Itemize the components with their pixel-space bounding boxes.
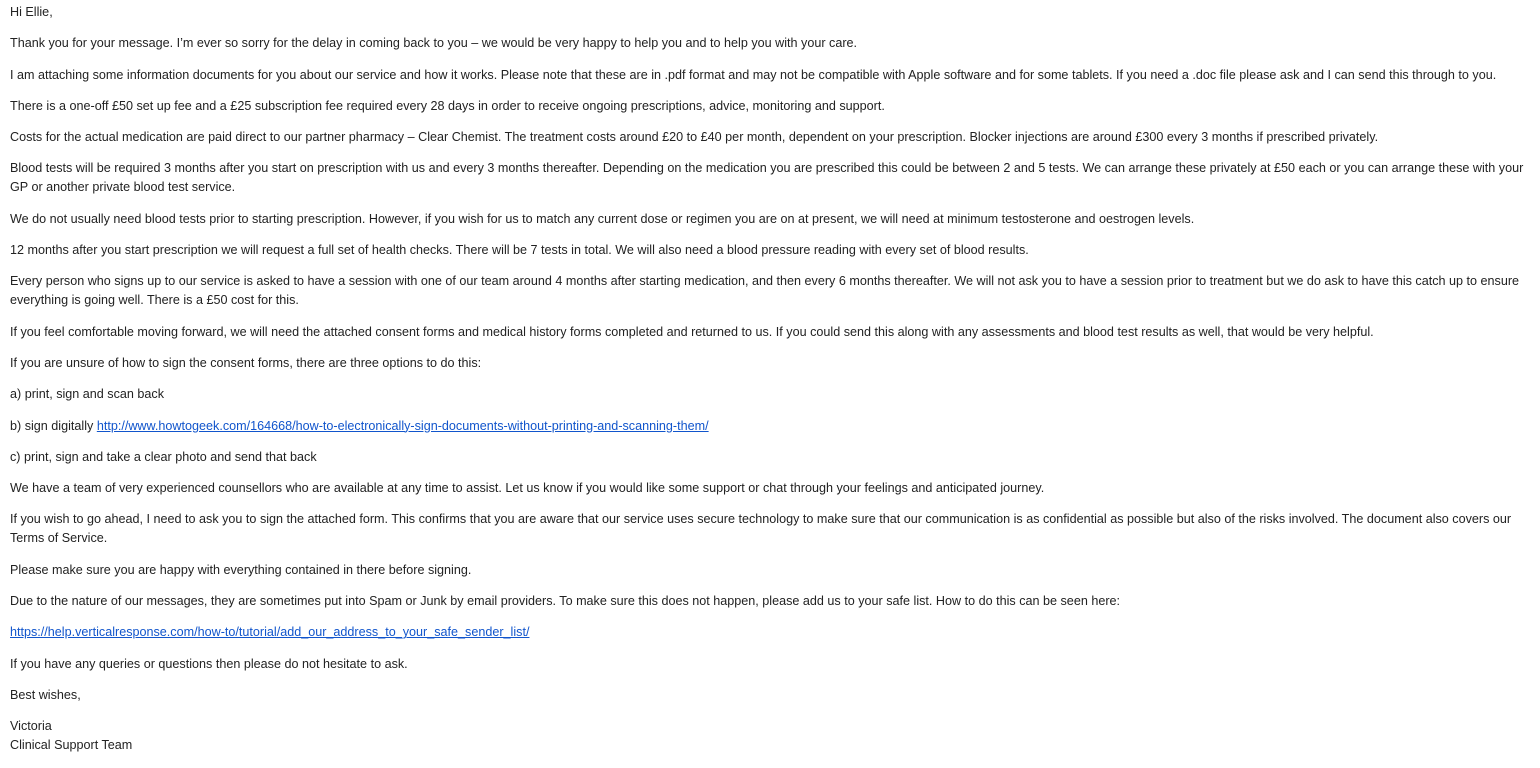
option-b <box>10 417 1534 436</box>
paragraph-happy: Please make sure you are happy with everything contained in there before signing. <box>10 562 472 577</box>
paragraph-blood-tests: Blood tests will be required 3 months after you start on prescription with us and every 3 months thereafter. Depending on the medication you are prescribed this could be between 2 and 5 tests. We can arrange these privately at £50 each or you can arrange these with your GP or another private blood test service. <box>10 161 1524 195</box>
paragraph-consent-forms: If you feel comfortable moving forward, we will need the attached consent forms and medical history forms completed and returned to us. If you could send this along with any assessments and blood test results as well, that would be very helpful. <box>10 324 1374 339</box>
paragraph-sessions: Every person who signs up to our service is asked to have a session with one of our team around 4 months after starting medication, and then every 6 months thereafter. We will not ask you to have a session prior to treatment but we do ask to have this catch up to ensure everything is going well. There is a £50 cost for this. <box>10 274 1520 308</box>
paragraph-counsellors: We have a team of very experienced counsellors who are available at any time to assist. Let us know if you would like some support or chat through your feelings and anticipated journey. <box>10 481 1045 496</box>
paragraph-sign-form: If you wish to go ahead, I need to ask you to sign the attached form. This confirms that you are aware that our service uses secure technology to make sure that our communication is as confidential as possible but also of the risks involved. The document also covers our Terms of Service. <box>10 512 1512 546</box>
option-a: a) print, sign and scan back <box>10 387 165 402</box>
greeting: Hi Ellie, <box>10 5 53 19</box>
email-body <box>10 3 1534 768</box>
safe-list-link-line <box>10 623 1534 642</box>
signature <box>10 717 1534 755</box>
option-b-label: b) sign digitally <box>10 418 97 433</box>
paragraph-spam: Due to the nature of our messages, they are sometimes put into Spam or Junk by email providers. To make sure this does not happen, please add us to your safe list. How to do this can be seen here: <box>10 594 1121 609</box>
signature-team: Clinical Support Team <box>10 738 133 753</box>
signature-name: Victoria <box>10 719 52 734</box>
paragraph-sign-options: If you are unsure of how to sign the consent forms, there are three options to do this: <box>10 355 482 370</box>
paragraph-prior-tests: We do not usually need blood tests prior to starting prescription. However, if you wish for us to match any current dose or regimen you are on at present, we will need at minimum testosterone and oestrogen levels. <box>10 211 1195 226</box>
paragraph-medication-costs: Costs for the actual medication are paid direct to our partner pharmacy – Clear Chemist. The treatment costs around £20 to £40 per month, dependent on your prescription. Blocker injections are around £300 every 3 months if prescribed privately. <box>10 130 1379 145</box>
paragraph-health-checks: 12 months after you start prescription we will request a full set of health checks. There will be 7 tests in total. We will also need a blood pressure reading with every set of blood results. <box>10 243 1029 258</box>
paragraph-attachments: I am attaching some information documents for you about our service and how it works. Please note that these are in .pdf format and may not be compatible with Apple software and for some tablets. If you need a .doc file please ask and I can send this through to you. <box>10 67 1497 82</box>
paragraph-queries: If you have any queries or questions then please do not hesitate to ask. <box>10 656 408 671</box>
sign-off: Best wishes, <box>10 687 81 702</box>
option-c: c) print, sign and take a clear photo and send that back <box>10 449 317 464</box>
paragraph-fees: There is a one-off £50 set up fee and a £25 subscription fee required every 28 days in order to receive ongoing prescriptions, advice, monitoring and support. <box>10 98 885 113</box>
howtogeek-link[interactable]: http://www.howtogeek.com/164668/how-to-electronically-sign-documents-without-printing-and-scanning-them/ <box>96 418 709 433</box>
safe-list-link[interactable]: https://help.verticalresponse.com/how-to/tutorial/add_our_address_to_your_safe_sender_list/ <box>10 625 530 640</box>
paragraph-apology: Thank you for your message. I’m ever so sorry for the delay in coming back to you – we would be very happy to help you and to help you with your care. <box>10 36 858 51</box>
